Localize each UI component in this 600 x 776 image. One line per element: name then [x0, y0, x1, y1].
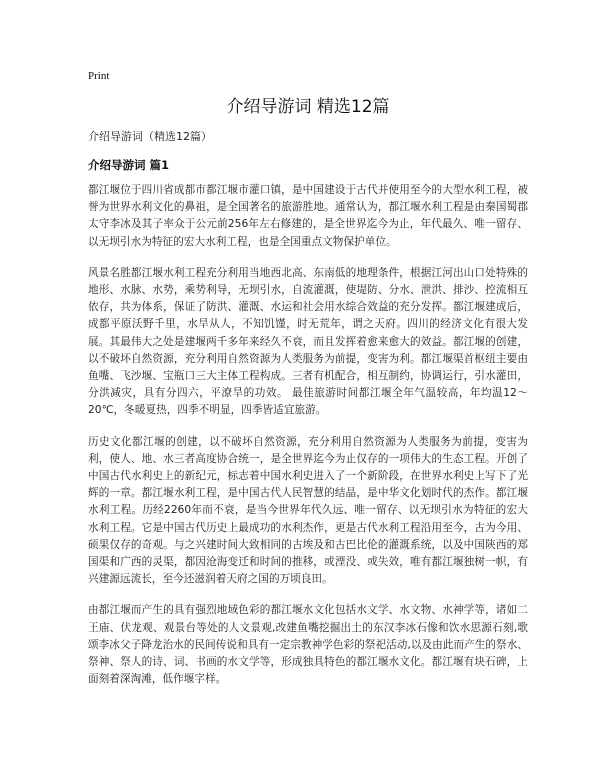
print-link[interactable]: Print [88, 70, 110, 82]
paragraph-scenery: 风景名胜都江堰水利工程充分利用当地西北高、东南低的地理条件，根据江河出山口处特殊的地形、水脉、水势，乘势利导，无坝引水，自流灌溉，使堤防、分水、泄洪、排沙、控流相互依存，共为体系，保证了防洪、灌溉、水运和社会用水综合效益的充分发挥。都江堰建成后，成都平原沃野千里，水旱从人，不知饥馑，时无荒年，谓之天府。四川的经济文化有很大发展。其最伟大之处是建堰两千多年来经久不衰，而且发挥着愈来愈大的效益。都江堰的创建，以不破坏自然资源，充分利用自然资源为人类服务为前提，变害为利。都江堰渠首枢纽主要由鱼嘴、飞沙堰、宝瓶口三大主体工程构成。三者有机配合，相互制约，协调运行，引水灌田，分洪减灾，具有分四六，平潦旱的功效。 最佳旅游时间都江堰全年气温较高，年均温12～20℃，冬暖夏热，四季不明显，四季皆适宜旅游。 [88, 266, 528, 417]
section-heading: 介绍导游词 篇1 [88, 158, 170, 172]
document-subtitle: 介绍导游词（精选12篇） [88, 130, 212, 143]
document-page [88, 70, 528, 702]
paragraph-culture: 由都江堰而产生的具有强烈地域色彩的都江堰水文化包括水文学、水文物、水神学等，诸如二王庙、伏龙观、观景台等处的人文景观,改建鱼嘴挖掘出土的东汉李冰石像和饮水思源石刻,歌颂李冰父子降龙治水的民间传说和具有一定宗教神学色彩的祭祀活动,以及由此而产生的祭水、祭神、祭人的诗、词、书画的水文学等，形成独具特色的都江堰水文化。都江堰有块石碑，上面刻着深淘滩，低作堰字样。 [88, 604, 528, 686]
page-title: 介绍导游词 精选12篇 [226, 97, 390, 117]
paragraph-history: 历史文化都江堰的创建，以不破坏自然资源，充分利用自然资源为人类服务为前提，变害为利，使人、地、水三者高度协合统一，是全世界迄今为止仅存的一项伟大的生态工程。开创了中国古代水利史上的新纪元，标志着中国水利史进入了一个新阶段，在世界水利史上写下了光辉的一章。都江堰水利工程，是中国古代人民智慧的结晶，是中华文化划时代的杰作。都江堰水利工程。历经2260年而不衰，是当今世界年代久远、唯一留存、以无坝引水为特征的宏大水利工程。它是中国古代历史上最成功的水利杰作，更是古代水利工程沿用至今，古为今用、硕果仅存的奇观。与之兴建时间大致相同的古埃及和古巴比伦的灌溉系统，以及中国陕西的郑国渠和广西的灵渠，都因沧海变迁和时间的推移，或湮没、或失效，唯有都江堰独树一帜，有兴建源远流长，至今还滋润着天府之国的万顷良田。 [88, 435, 528, 586]
paragraph-intro: 都江堰位于四川省成都市都江堰市灌口镇，是中国建设于古代并使用至今的大型水利工程，被誉为世界水利文化的鼻祖，是全国著名的旅游胜地。通常认为，都江堰水利工程是由秦国蜀郡太守李冰及其子率众于公元前256年左右修建的，是全世界迄今为止，年代最久、唯一留存、以无坝引水为特征的宏大水利工程，也是全国重点文物保护单位。 [88, 184, 528, 248]
